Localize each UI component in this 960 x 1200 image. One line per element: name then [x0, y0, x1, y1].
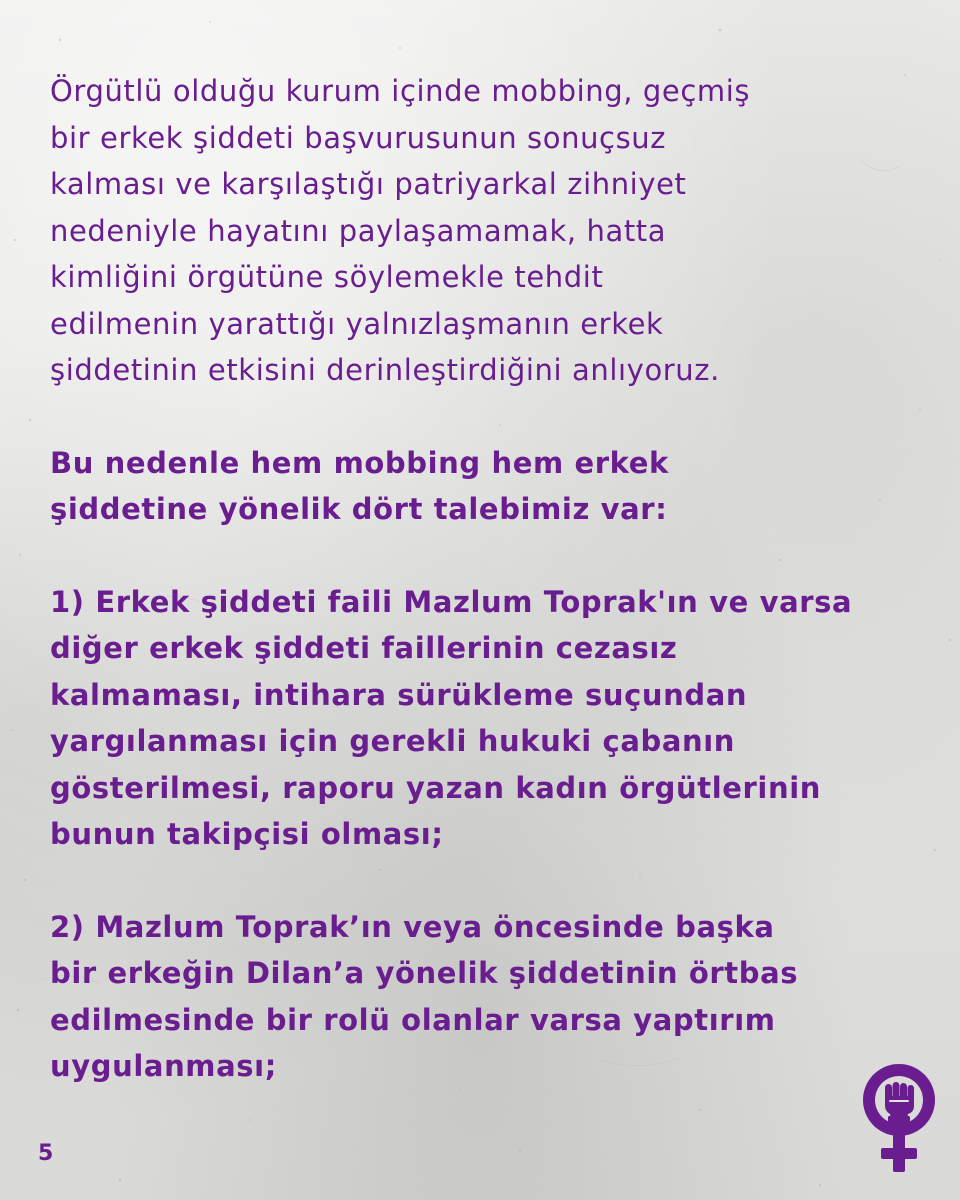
text-line: uygulanması;: [50, 1049, 277, 1083]
text-line: edilmesinde bir rolü olanlar varsa yaptırım: [50, 1002, 776, 1037]
paragraph-gap: [50, 858, 910, 904]
text-line: şiddetinin etkisini derinleştirdiğini anlıyoruz.: [50, 353, 720, 387]
text-line: 1) Erkek şiddeti faili Mazlum Toprak'ın ve varsa: [50, 584, 853, 619]
paragraph-gap: [50, 394, 910, 440]
text-line: yargılanması için gerekli hukuki çabanın: [50, 724, 736, 758]
text-line: bunun takipçisi olması;: [50, 817, 444, 851]
text-line: gösterilmesi, raporu yazan kadın örgütlerinin: [50, 770, 821, 805]
article-body: [50, 68, 910, 1090]
feminist-fist-icon: [860, 1062, 938, 1174]
text-line: 2) Mazlum Toprak’ın veya öncesinde başka: [50, 909, 775, 944]
paragraph-intro: [50, 68, 910, 394]
text-line: edilmenin yarattığı yalnızlaşmanın erkek: [50, 306, 664, 341]
text-line: kalması ve karşılaştığı patriyarkal zihniyet: [50, 167, 687, 201]
text-line: nedeniyle hayatını paylaşamamak, hatta: [50, 213, 667, 248]
text-line: kalmaması, intihara sürükleme suçundan: [50, 677, 748, 712]
text-line: kimliğini örgütüne söylemekle tehdit: [50, 260, 604, 294]
text-line: şiddetine yönelik dört talebimiz var:: [50, 492, 668, 526]
paragraph-demand-2: [50, 904, 910, 1090]
text-line: Bu nedenle hem mobbing hem erkek: [50, 445, 669, 480]
page-number: 5: [38, 1141, 54, 1166]
paragraph-demand-1: [50, 579, 910, 858]
text-line: bir erkeğin Dilan’a yönelik şiddetinin örtbas: [50, 956, 799, 990]
paragraph-demands-heading: [50, 440, 910, 533]
text-line: diğer erkek şiddeti faillerinin cezasız: [50, 631, 678, 665]
paragraph-gap: [50, 533, 910, 579]
text-line: bir erkek şiddeti başvurusunun sonuçsuz: [50, 120, 667, 155]
text-line: Örgütlü olduğu kurum içinde mobbing, geçmiş: [50, 74, 751, 108]
